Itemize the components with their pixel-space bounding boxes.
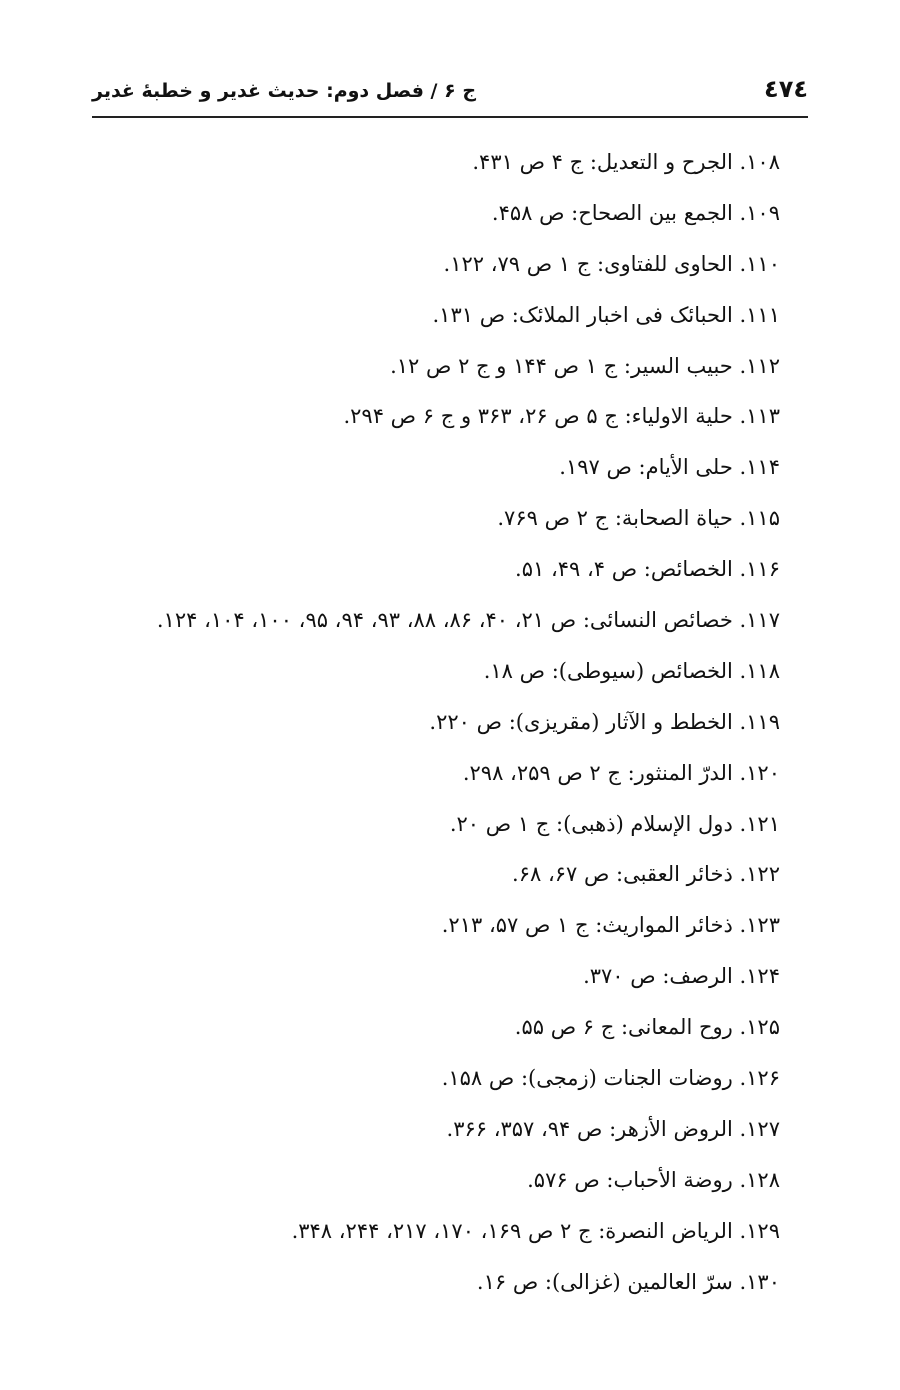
bibliography-entry: ۱۱۲. حبيب السير: ج ۱ ص ۱۴۴ و ج ۲ ص ۱۲.: [390, 353, 780, 378]
header-rule: [92, 116, 808, 118]
bibliography-entry: ۱۱۷. خصائص النسائى: ص ۲۱، ۴۰، ۸۶، ۸۸، ۹۳، ۹۴، ۹۵، ۱۰۰، ۱۰۴، ۱۲۴.: [156, 608, 780, 633]
bibliography-entry: ۱۲۶. روضات الجنات (زمجى): ص ۱۵۸.: [441, 1066, 780, 1091]
bibliography-entry: ۱۲۲. ذخائر العقبى: ص ۶۷، ۶۸.: [512, 862, 780, 887]
page-header: [92, 72, 808, 112]
bibliography-entry: ۱۲۴. الرصف: ص ۳۷۰.: [583, 964, 780, 989]
running-head: ج ۶ / فصل دوم: حديث غدير و خطبهٔ غدير: [92, 80, 477, 102]
bibliography-entry: ۱۲۰. الدرّ المنثور: ج ۲ ص ۲۵۹، ۲۹۸.: [462, 760, 780, 785]
bibliography-entry: ۱۱۶. الخصائص: ص ۴، ۴۹، ۵۱.: [515, 557, 780, 582]
bibliography-entry: ۱۱۳. حلية الاولياء: ج ۵ ص ۲۶، ۳۶۳ و ج ۶ ص ۲۹۴.: [343, 404, 780, 429]
bibliography-entry: ۱۰۸. الجرح و التعديل: ج ۴ ص ۴۳۱.: [472, 150, 780, 174]
bibliography-entry: ۱۱۸. الخصائص (سيوطى): ص ۱۸.: [483, 658, 780, 683]
bibliography-entry: ۱۲۸. روضة الأحباب: ص ۵۷۶.: [527, 1167, 780, 1192]
bibliography-entry: ۱۱۱. الحبائک فى اخبار الملائک: ص ۱۳۱.: [432, 302, 780, 327]
bibliography-entry: ۱۱۴. حلى الأيام: ص ۱۹۷.: [559, 455, 780, 480]
bibliography-entry: ۱۲۳. ذخائر المواريث: ج ۱ ص ۵۷، ۲۱۳.: [441, 913, 780, 938]
page-number: ٤٧٤: [764, 75, 808, 103]
bibliography-entry: ۱۱۵. حياة الصحابة: ج ۲ ص ۷۶۹.: [497, 506, 780, 531]
bibliography-entry: ۱۱۹. الخطط و الآثار (مقريزى): ص ۲۲۰.: [429, 709, 780, 734]
bibliography-entry: ۱۲۷. الروض الأزهر: ص ۹۴، ۳۵۷، ۳۶۶.: [446, 1116, 780, 1141]
bibliography-entry: ۱۰۹. الجمع بين الصحاح: ص ۴۵۸.: [491, 200, 780, 225]
bibliography-entry: ۱۲۵. روح المعانى: ج ۶ ص ۵۵.: [514, 1015, 780, 1040]
bibliography-list: [80, 140, 780, 1310]
bibliography-entry: ۱۱۰. الحاوى للفتاوى: ج ۱ ص ۷۹، ۱۲۲.: [443, 251, 780, 276]
bibliography-entry: ۱۳۰. سرّ العالمين (غزالى): ص ۱۶.: [476, 1269, 780, 1294]
bibliography-entry: ۱۲۹. الرياض النصرة: ج ۲ ص ۱۶۹، ۱۷۰، ۲۱۷، ۲۴۴، ۳۴۸.: [291, 1218, 780, 1243]
bibliography-entry: ۱۲۱. دول الإسلام (ذهبى): ج ۱ ص ۲۰.: [449, 811, 780, 836]
